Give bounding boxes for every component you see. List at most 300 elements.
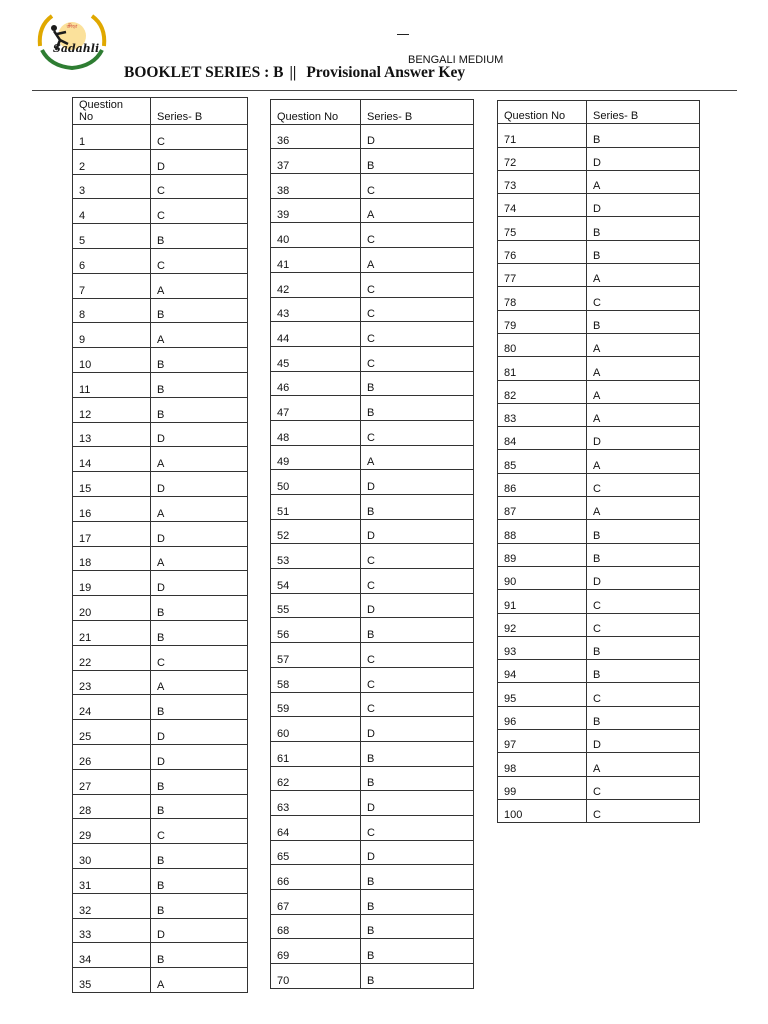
answer-cell: D xyxy=(151,422,248,447)
answer-cell: D xyxy=(587,194,700,217)
table-row xyxy=(73,943,248,968)
question-number: 54 xyxy=(271,569,361,594)
question-number: 79 xyxy=(498,310,587,333)
question-number: 39 xyxy=(271,198,361,223)
question-number: 38 xyxy=(271,174,361,199)
answer-cell: B xyxy=(587,240,700,263)
question-number: 22 xyxy=(73,645,151,670)
question-number: 14 xyxy=(73,447,151,472)
question-number: 8 xyxy=(73,298,151,323)
table-row xyxy=(271,124,474,149)
question-number: 31 xyxy=(73,868,151,893)
question-number: 97 xyxy=(498,730,587,753)
question-number: 44 xyxy=(271,322,361,347)
table-row xyxy=(498,706,700,729)
booklet-series: BOOKLET SERIES : B xyxy=(124,64,284,81)
question-number: 1 xyxy=(73,125,151,150)
question-number: 24 xyxy=(73,695,151,720)
table-row xyxy=(73,348,248,373)
table-row xyxy=(73,273,248,298)
question-number: 83 xyxy=(498,403,587,426)
question-number: 88 xyxy=(498,520,587,543)
question-number: 81 xyxy=(498,357,587,380)
table-row xyxy=(73,372,248,397)
answer-cell: A xyxy=(587,497,700,520)
question-number: 82 xyxy=(498,380,587,403)
table-row xyxy=(271,174,474,199)
answer-cell: B xyxy=(151,348,248,373)
answer-cell: D xyxy=(361,840,474,865)
answer-cell: C xyxy=(151,199,248,224)
table-row xyxy=(271,890,474,915)
answer-cell: C xyxy=(151,125,248,150)
question-number: 76 xyxy=(498,240,587,263)
answer-cell: B xyxy=(361,766,474,791)
question-number: 12 xyxy=(73,397,151,422)
table-row xyxy=(498,776,700,799)
table-row xyxy=(271,618,474,643)
table-row xyxy=(271,322,474,347)
answer-table-1 xyxy=(72,97,248,993)
question-number: 94 xyxy=(498,660,587,683)
table-row xyxy=(73,844,248,869)
answer-cell: A xyxy=(587,333,700,356)
question-number: 48 xyxy=(271,420,361,445)
answer-cell: A xyxy=(587,380,700,403)
table-row xyxy=(498,799,700,822)
answer-cell: B xyxy=(587,520,700,543)
table-row xyxy=(498,124,700,147)
question-number: 29 xyxy=(73,819,151,844)
table-row xyxy=(73,720,248,745)
table-row xyxy=(271,741,474,766)
table-row xyxy=(73,149,248,174)
answer-cell: D xyxy=(151,720,248,745)
question-number: 61 xyxy=(271,741,361,766)
table-row xyxy=(73,868,248,893)
answer-cell: A xyxy=(587,264,700,287)
answer-cell: B xyxy=(151,372,248,397)
question-number: 53 xyxy=(271,544,361,569)
question-number: 86 xyxy=(498,473,587,496)
question-number: 46 xyxy=(271,371,361,396)
answer-cell: B xyxy=(587,706,700,729)
answer-cell: C xyxy=(151,248,248,273)
question-number: 41 xyxy=(271,248,361,273)
answer-cell: B xyxy=(361,865,474,890)
table-row xyxy=(73,794,248,819)
answer-cell: C xyxy=(361,346,474,371)
table-row xyxy=(271,717,474,742)
answer-cell: B xyxy=(361,890,474,915)
answer-cell: D xyxy=(587,147,700,170)
answer-cell: C xyxy=(587,799,700,822)
table-row xyxy=(73,224,248,249)
question-number: 27 xyxy=(73,769,151,794)
answer-cell: B xyxy=(151,868,248,893)
table-row xyxy=(271,272,474,297)
question-number: 85 xyxy=(498,450,587,473)
question-number: 59 xyxy=(271,692,361,717)
answer-table-3 xyxy=(497,100,700,823)
answer-cell: C xyxy=(361,223,474,248)
answer-cell: B xyxy=(587,310,700,333)
question-number: 45 xyxy=(271,346,361,371)
answer-cell: C xyxy=(361,692,474,717)
question-number: 17 xyxy=(73,521,151,546)
answer-cell: C xyxy=(361,322,474,347)
answer-cell: B xyxy=(361,495,474,520)
table-row xyxy=(498,217,700,240)
question-number: 70 xyxy=(271,964,361,989)
question-number: 93 xyxy=(498,636,587,659)
answer-cell: C xyxy=(361,272,474,297)
header-rule xyxy=(32,90,737,91)
answer-cell: B xyxy=(151,695,248,720)
answer-cell: B xyxy=(151,769,248,794)
question-number: 57 xyxy=(271,643,361,668)
question-number: 51 xyxy=(271,495,361,520)
answer-cell: D xyxy=(587,730,700,753)
answer-cell: A xyxy=(361,445,474,470)
question-number: 49 xyxy=(271,445,361,470)
answer-cell: B xyxy=(587,217,700,240)
question-number: 96 xyxy=(498,706,587,729)
table-row xyxy=(73,521,248,546)
answer-cell: B xyxy=(361,914,474,939)
question-no-header: Question No xyxy=(271,100,361,125)
table-row xyxy=(498,450,700,473)
answer-cell: B xyxy=(151,943,248,968)
table-row xyxy=(498,287,700,310)
table-row xyxy=(271,643,474,668)
answer-cell: C xyxy=(151,819,248,844)
question-number: 2 xyxy=(73,149,151,174)
doc-title: Provisional Answer Key xyxy=(306,64,466,81)
table-row xyxy=(73,248,248,273)
table-row xyxy=(271,865,474,890)
question-number: 99 xyxy=(498,776,587,799)
table-row xyxy=(271,297,474,322)
question-number: 90 xyxy=(498,566,587,589)
table-row xyxy=(498,264,700,287)
table-row xyxy=(498,590,700,613)
table-row xyxy=(73,125,248,150)
table-row xyxy=(271,248,474,273)
table-row xyxy=(73,496,248,521)
answer-cell: C xyxy=(587,590,700,613)
table-row xyxy=(498,613,700,636)
question-number: 50 xyxy=(271,470,361,495)
answer-cell: A xyxy=(361,198,474,223)
question-number: 66 xyxy=(271,865,361,890)
answer-cell: B xyxy=(587,636,700,659)
question-number: 5 xyxy=(73,224,151,249)
table-row xyxy=(271,914,474,939)
table-header-row xyxy=(498,101,700,124)
answer-cell: C xyxy=(361,569,474,594)
table-row xyxy=(498,497,700,520)
question-number: 11 xyxy=(73,372,151,397)
question-number: 28 xyxy=(73,794,151,819)
table-row xyxy=(498,473,700,496)
question-number: 69 xyxy=(271,939,361,964)
answer-cell: B xyxy=(151,224,248,249)
answer-cell: C xyxy=(587,683,700,706)
table-row xyxy=(498,310,700,333)
question-number: 77 xyxy=(498,264,587,287)
question-number: 13 xyxy=(73,422,151,447)
answer-cell: B xyxy=(151,620,248,645)
table-row xyxy=(498,520,700,543)
question-number: 65 xyxy=(271,840,361,865)
svg-text:ক্রীড়া: ক্রীড়া xyxy=(66,24,78,30)
question-number: 74 xyxy=(498,194,587,217)
answer-cell: D xyxy=(151,521,248,546)
table-row xyxy=(271,766,474,791)
table-row xyxy=(73,199,248,224)
answer-cell: C xyxy=(361,643,474,668)
question-number: 16 xyxy=(73,496,151,521)
table-row xyxy=(73,893,248,918)
answer-cell: C xyxy=(587,613,700,636)
answer-cell: B xyxy=(151,397,248,422)
table-row xyxy=(498,427,700,450)
question-number: 9 xyxy=(73,323,151,348)
question-number: 26 xyxy=(73,744,151,769)
question-number: 78 xyxy=(498,287,587,310)
answer-cell: D xyxy=(361,470,474,495)
answer-cell: D xyxy=(361,124,474,149)
question-number: 43 xyxy=(271,297,361,322)
table-row xyxy=(498,753,700,776)
table-row xyxy=(498,380,700,403)
table-row xyxy=(498,730,700,753)
table-row xyxy=(271,519,474,544)
table-row xyxy=(271,223,474,248)
answer-cell: B xyxy=(361,741,474,766)
question-number: 56 xyxy=(271,618,361,643)
question-number: 87 xyxy=(498,497,587,520)
table-row xyxy=(73,397,248,422)
answer-cell: D xyxy=(151,149,248,174)
table-row xyxy=(73,422,248,447)
table-row xyxy=(271,495,474,520)
question-no-header: Question No xyxy=(498,101,587,124)
table-row xyxy=(498,683,700,706)
table-row xyxy=(73,819,248,844)
question-number: 67 xyxy=(271,890,361,915)
answer-cell: C xyxy=(361,174,474,199)
table-row xyxy=(73,670,248,695)
table-row xyxy=(498,660,700,683)
table-row xyxy=(271,198,474,223)
question-number: 23 xyxy=(73,670,151,695)
question-number: 18 xyxy=(73,546,151,571)
answer-cell: C xyxy=(361,420,474,445)
question-number: 95 xyxy=(498,683,587,706)
table-row xyxy=(271,445,474,470)
question-number: 55 xyxy=(271,593,361,618)
answer-cell: C xyxy=(361,544,474,569)
question-number: 91 xyxy=(498,590,587,613)
top-dash xyxy=(397,34,409,35)
question-number: 37 xyxy=(271,149,361,174)
table-row xyxy=(498,566,700,589)
table-header-row xyxy=(73,98,248,125)
answer-cell: C xyxy=(361,815,474,840)
question-number: 98 xyxy=(498,753,587,776)
answer-cell: A xyxy=(587,357,700,380)
question-number: 20 xyxy=(73,596,151,621)
table-row xyxy=(498,543,700,566)
question-number: 42 xyxy=(271,272,361,297)
medium-label: BENGALI MEDIUM xyxy=(408,54,504,66)
question-number: 62 xyxy=(271,766,361,791)
answer-cell: D xyxy=(151,744,248,769)
table-row xyxy=(271,667,474,692)
answer-cell: B xyxy=(151,298,248,323)
table-row xyxy=(498,170,700,193)
table-row xyxy=(73,298,248,323)
question-no-header: Question No xyxy=(73,98,151,125)
table-row xyxy=(498,333,700,356)
table-row xyxy=(271,939,474,964)
answer-table-2 xyxy=(270,99,474,989)
table-row xyxy=(271,420,474,445)
answer-cell: C xyxy=(587,473,700,496)
question-number: 30 xyxy=(73,844,151,869)
answer-cell: D xyxy=(587,566,700,589)
question-number: 68 xyxy=(271,914,361,939)
table-row xyxy=(271,791,474,816)
table-row xyxy=(271,149,474,174)
question-number: 40 xyxy=(271,223,361,248)
question-number: 3 xyxy=(73,174,151,199)
table-row xyxy=(498,240,700,263)
answer-cell: B xyxy=(151,844,248,869)
answer-cell: D xyxy=(361,593,474,618)
answer-cell: D xyxy=(151,918,248,943)
table-row xyxy=(271,544,474,569)
table-row xyxy=(73,472,248,497)
question-number: 33 xyxy=(73,918,151,943)
answer-cell: B xyxy=(587,124,700,147)
answer-cell: A xyxy=(587,450,700,473)
question-number: 92 xyxy=(498,613,587,636)
answer-cell: B xyxy=(151,893,248,918)
table-row xyxy=(73,620,248,645)
answer-cell: D xyxy=(361,791,474,816)
answer-cell: C xyxy=(587,287,700,310)
question-number: 15 xyxy=(73,472,151,497)
question-number: 72 xyxy=(498,147,587,170)
question-number: 60 xyxy=(271,717,361,742)
question-number: 19 xyxy=(73,571,151,596)
table-row xyxy=(271,396,474,421)
question-number: 6 xyxy=(73,248,151,273)
answer-cell: B xyxy=(361,371,474,396)
table-row xyxy=(73,645,248,670)
table-row xyxy=(271,964,474,989)
answer-cell: B xyxy=(361,618,474,643)
answer-cell: B xyxy=(361,964,474,989)
question-number: 71 xyxy=(498,124,587,147)
answer-cell: C xyxy=(361,297,474,322)
answer-cell: A xyxy=(151,323,248,348)
answer-cell: A xyxy=(151,968,248,993)
answer-cell: D xyxy=(151,571,248,596)
question-number: 7 xyxy=(73,273,151,298)
answer-cell: C xyxy=(587,776,700,799)
answer-cell: C xyxy=(361,667,474,692)
question-number: 21 xyxy=(73,620,151,645)
question-number: 10 xyxy=(73,348,151,373)
series-header: Series- B xyxy=(151,98,248,125)
table-row xyxy=(271,692,474,717)
question-number: 52 xyxy=(271,519,361,544)
answer-cell: B xyxy=(151,596,248,621)
table-row xyxy=(498,357,700,380)
table-row xyxy=(271,470,474,495)
answer-cell: D xyxy=(361,519,474,544)
answer-cell: A xyxy=(587,753,700,776)
question-number: 80 xyxy=(498,333,587,356)
question-number: 58 xyxy=(271,667,361,692)
table-row xyxy=(73,571,248,596)
table-row xyxy=(73,174,248,199)
table-row xyxy=(73,695,248,720)
table-row xyxy=(73,744,248,769)
table-row xyxy=(73,323,248,348)
question-number: 34 xyxy=(73,943,151,968)
table-row xyxy=(498,636,700,659)
answer-cell: B xyxy=(151,794,248,819)
question-number: 32 xyxy=(73,893,151,918)
sadahli-logo xyxy=(30,6,114,76)
answer-cell: A xyxy=(151,546,248,571)
answer-cell: A xyxy=(151,447,248,472)
answer-cell: B xyxy=(361,396,474,421)
answer-cell: D xyxy=(361,717,474,742)
table-row xyxy=(271,815,474,840)
title-separator: || xyxy=(289,64,297,81)
table-row xyxy=(73,968,248,993)
question-number: 89 xyxy=(498,543,587,566)
table-row xyxy=(271,346,474,371)
table-row xyxy=(73,918,248,943)
svg-text:Sadahli: Sadahli xyxy=(52,42,100,55)
answer-cell: C xyxy=(151,174,248,199)
table-row xyxy=(271,840,474,865)
question-number: 25 xyxy=(73,720,151,745)
question-number: 36 xyxy=(271,124,361,149)
answer-cell: A xyxy=(151,670,248,695)
answer-cell: D xyxy=(587,427,700,450)
answer-cell: B xyxy=(587,543,700,566)
question-number: 35 xyxy=(73,968,151,993)
answer-cell: C xyxy=(151,645,248,670)
series-header: Series- B xyxy=(361,100,474,125)
answer-cell: A xyxy=(151,273,248,298)
table-row xyxy=(73,769,248,794)
table-row xyxy=(73,546,248,571)
answer-cell: D xyxy=(151,472,248,497)
table-row xyxy=(73,596,248,621)
answer-cell: A xyxy=(361,248,474,273)
answer-cell: B xyxy=(361,939,474,964)
question-number: 75 xyxy=(498,217,587,240)
